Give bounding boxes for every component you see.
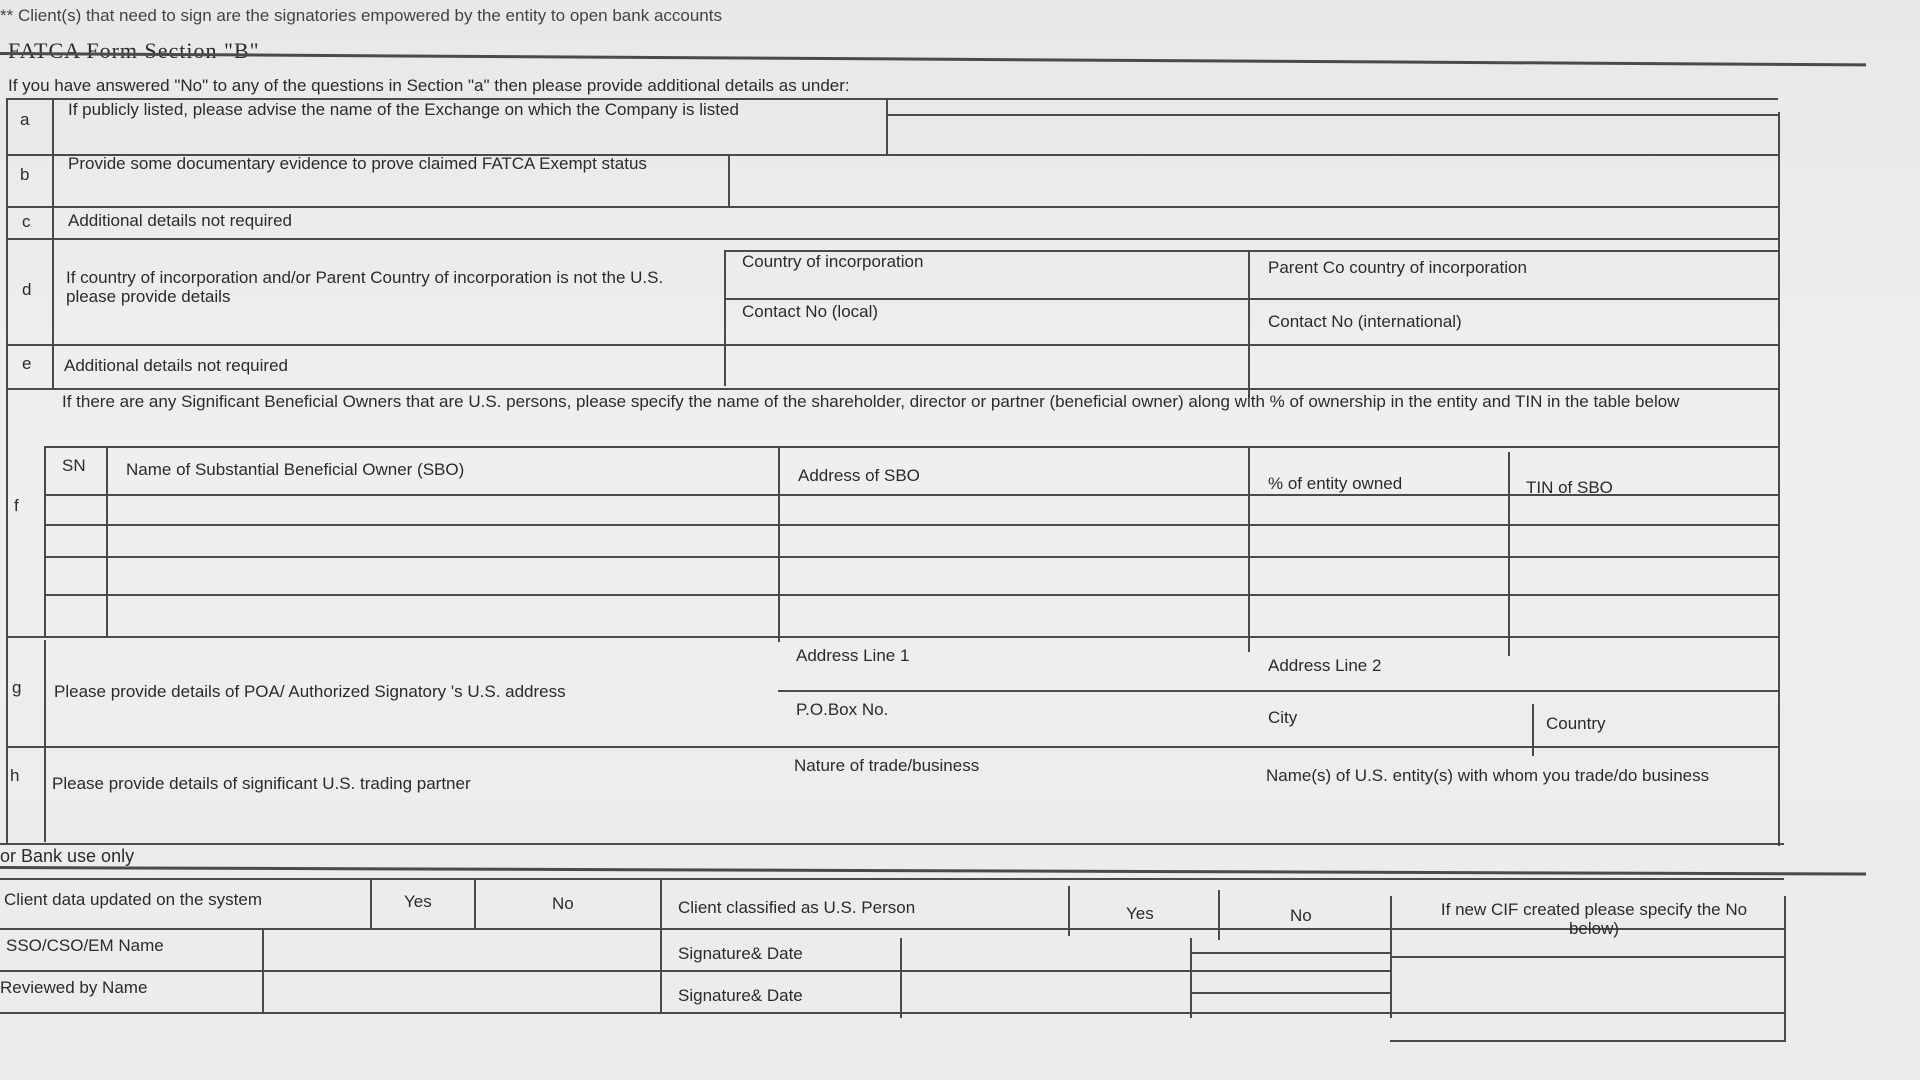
col-sn-header: SN — [62, 456, 86, 475]
row-f-text: If there are any Significant Beneficial Owners that are U.S. persons, please specify the name of the shareholder, director or partner (beneficial owner) along with % of ownership in the entity and TIN in the table below — [62, 392, 1680, 411]
classified-no[interactable]: No — [1290, 906, 1312, 925]
row-f-letter: f — [14, 496, 19, 515]
table-row — [44, 524, 1778, 526]
client-data-no[interactable]: No — [552, 894, 574, 913]
country-of-incorporation-label: Country of incorporation — [742, 252, 924, 271]
parent-country-label: Parent Co country of incorporation — [1268, 258, 1527, 277]
row-d-letter: d — [22, 280, 32, 299]
row-h-letter: h — [10, 766, 20, 785]
section-rule — [0, 52, 1866, 66]
bank-rule — [0, 866, 1866, 876]
col-tin-header: TIN of SBO — [1526, 478, 1613, 497]
signature-date-1-label: Signature& Date — [678, 944, 803, 963]
col-name-header: Name of Substantial Beneficial Owner (SBO) — [126, 460, 465, 479]
row-g-text: Please provide details of POA/ Authorized Signatory 's U.S. address — [54, 682, 566, 701]
row-a-letter: a — [20, 110, 30, 129]
address-line-1-label: Address Line 1 — [796, 646, 910, 665]
row-e-letter: e — [22, 354, 32, 373]
section-title: FATCA Form Section "B" — [8, 38, 260, 63]
reviewed-by-label: Reviewed by Name — [0, 978, 148, 997]
col-pct-header: % of entity owned — [1268, 474, 1403, 493]
top-note: ** Client(s) that need to sign are the signatories empowered by the entity to open bank accounts — [0, 6, 722, 25]
nature-of-trade-label: Nature of trade/business — [794, 756, 980, 775]
row-a-answer-field[interactable] — [890, 118, 1770, 158]
row-b-letter: b — [20, 165, 30, 184]
new-cif-field[interactable] — [1394, 960, 1780, 1040]
table-row — [44, 594, 1778, 596]
bank-use-title: or Bank use only — [0, 846, 135, 866]
classified-label: Client classified as U.S. Person — [678, 898, 916, 917]
new-cif-label: If new CIF created please specify the No below) — [1440, 900, 1748, 938]
row-b-answer-field[interactable] — [732, 158, 1772, 202]
table-row — [44, 556, 1778, 558]
client-data-yes[interactable]: Yes — [404, 892, 432, 911]
classified-yes[interactable]: Yes — [1126, 904, 1154, 923]
signature-date-2-label: Signature& Date — [678, 986, 803, 1005]
city-label: City — [1268, 708, 1298, 727]
po-box-label: P.O.Box No. — [796, 700, 889, 719]
row-c-text: Additional details not required — [68, 211, 292, 230]
contact-intl-label: Contact No (international) — [1268, 312, 1462, 331]
country-label: Country — [1546, 714, 1606, 733]
client-data-label: Client data updated on the system — [4, 890, 262, 909]
row-a-text: If publicly listed, please advise the name of the Exchange on which the Company is listed — [68, 100, 739, 119]
intro-text: If you have answered "No" to any of the questions in Section "a" then please provide additional details as under: — [8, 76, 850, 95]
address-line-2-label: Address Line 2 — [1268, 656, 1382, 675]
us-entities-label: Name(s) of U.S. entity(s) with whom you trade/do business — [1266, 766, 1710, 785]
row-h-text: Please provide details of significant U.S. trading partner — [52, 774, 471, 793]
col-address-header: Address of SBO — [798, 466, 920, 485]
row-c-letter: c — [22, 212, 31, 231]
sso-name-label: SSO/CSO/EM Name — [6, 936, 164, 955]
row-b-text: Provide some documentary evidence to prove claimed FATCA Exempt status — [68, 154, 647, 173]
row-e-text: Additional details not required — [64, 356, 288, 375]
contact-local-label: Contact No (local) — [742, 302, 879, 321]
row-g-letter: g — [12, 678, 22, 697]
row-d-text: If country of incorporation and/or Parent Country of incorporation is not the U.S. please provide details — [66, 268, 664, 306]
